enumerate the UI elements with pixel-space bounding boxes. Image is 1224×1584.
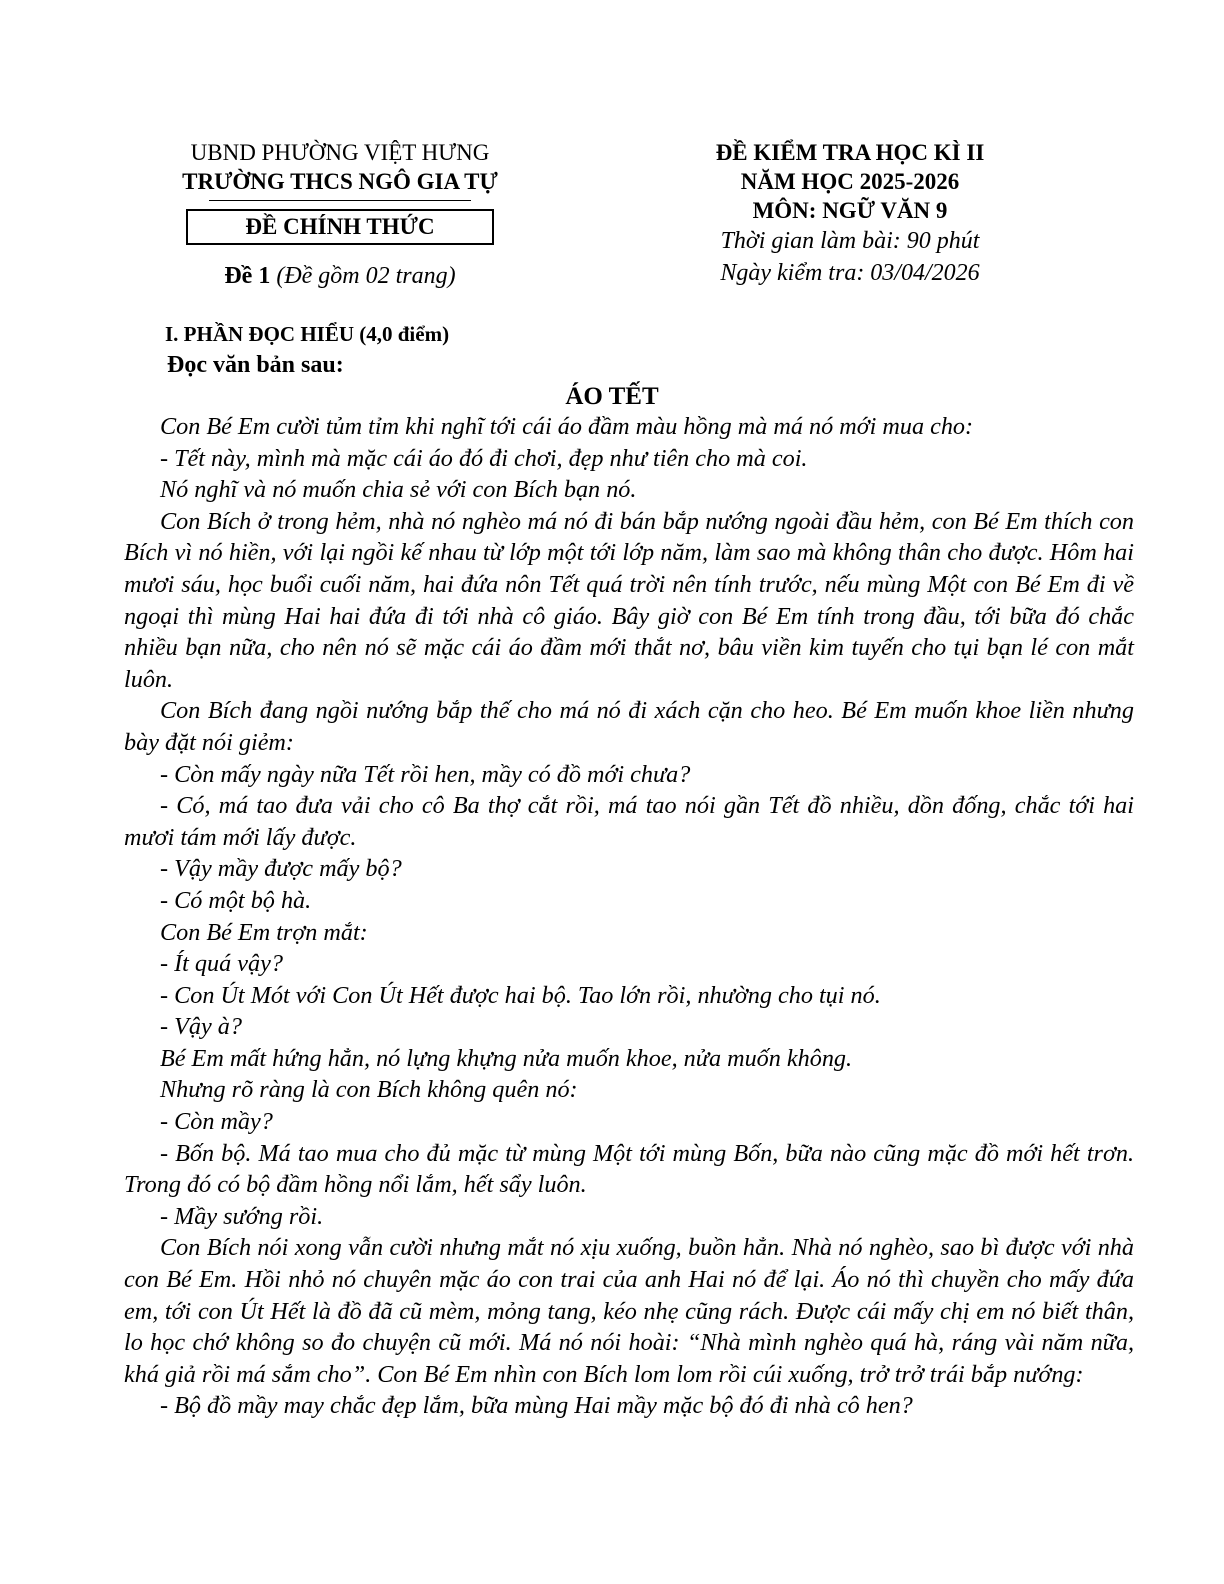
paragraph: - Bốn bộ. Má tao mua cho đủ mặc từ mùng Một tới mùng Bốn, bữa nào cũng mặc đồ mới hết trơn. Trong đó có bộ đầm hồng nổi lắm, hết sẩy luôn. <box>124 1139 1134 1199</box>
paragraph: Con Bé Em cười tủm tỉm khi nghĩ tới cái áo đầm màu hồng mà má nó mới mua cho: <box>160 413 974 440</box>
paragraph: - Còn mấy ngày nữa Tết rồi hen, mầy có đồ mới chưa? <box>160 760 691 788</box>
header-left <box>140 138 540 291</box>
paragraph: Con Bích đang ngồi nướng bắp thế cho má nó đi xách cặn cho heo. Bé Em muốn khoe liền nhưng bày đặt nói giẻm: <box>124 697 1134 756</box>
paragraph: Con Bích ở trong hẻm, nhà nó nghèo má nó đi bán bắp nướng ngoài đầu hẻm, con Bé Em thích con Bích vì nó hiền, với lại ngồi kế nhau từ lớp một tới lớp năm, làm sao mà không thân cho được. Hôm hai mươi sáu, học buổi cuối năm, hai đứa nôn Tết quá trời nên tính trước, nếu mùng Một con Bé Em đi về ngoại thì mùng Hai hai đứa đi tới nhà cô giáo. Bây giờ con Bé Em tính trong đầu, tới bữa đó chắc nhiều bạn nữa, cho nên nó sẽ mặc cái áo đầm mới thắt nơ, bâu viền kim tuyến cho tụi bạn lé con mắt luôn. <box>124 507 1134 693</box>
duration: Thời gian làm bài: 90 phút <box>720 228 980 254</box>
story-text <box>124 411 1134 1422</box>
paragraph: Bé Em mất hứng hẳn, nó lựng khựng nửa muốn khoe, nửa muốn không. <box>160 1044 853 1072</box>
story-title: ÁO TẾT <box>565 383 659 410</box>
exam-date: Ngày kiểm tra: 03/04/2026 <box>720 260 980 286</box>
school-name: TRƯỜNG THCS NGÔ GIA TỰ <box>182 169 498 194</box>
subject: MÔN: NGỮ VĂN 9 <box>752 198 948 223</box>
paragraph: Nhưng rõ ràng là con Bích không quên nó: <box>160 1076 578 1104</box>
paragraph: - Bộ đồ mầy may chắc đẹp lắm, bữa mùng Hai mầy mặc bộ đó đi nhà cô hen? <box>160 1392 913 1420</box>
paragraph: - Con Út Mót với Con Út Hết được hai bộ. Tao lớn rồi, nhường cho tụi nó. <box>160 981 881 1009</box>
header-rule <box>209 200 471 201</box>
reading-instruction: Đọc văn bản sau: <box>167 352 344 378</box>
paragraph: Nó nghĩ và nó muốn chia sẻ với con Bích bạn nó. <box>160 476 637 504</box>
paragraph: Con Bích nói xong vẫn cười nhưng mắt nó xịu xuống, buồn hẳn. Nhà nó nghèo, sao bì được với nhà con Bé Em. Hồi nhỏ nó chuyên mặc áo con trai của anh Hai nó để lại. Áo nó thì chuyền cho mấy đứa em, tới con Út Hết là đồ đã cũ mèm, mỏng tang, kéo nhẹ cũng rách. Được cái mấy chị em nó biết thân, lo học chớ không so đo chuyện cũ mới. Má nó nói hoài: “Nhà mình nghèo quá hà, ráng vài năm nữa, khá giả rồi má sắm cho”. Con Bé Em nhìn con Bích lom lom rồi cúi xuống, trở trở trái bắp nướng: <box>124 1234 1134 1388</box>
paragraph: - Vậy à? <box>160 1013 242 1041</box>
paragraph: - Có một bộ hà. <box>160 886 312 914</box>
paragraph: - Tết này, mình mà mặc cái áo đó đi chơi, đẹp như tiên cho mà coi. <box>160 444 808 472</box>
exam-title: ĐỀ KIỂM TRA HỌC KÌ II <box>715 140 985 165</box>
paragraph: - Ít quá vậy? <box>160 950 283 978</box>
header-right <box>650 138 1050 289</box>
paragraph: - Vậy mầy được mấy bộ? <box>160 855 402 883</box>
paragraph: - Mầy sướng rồi. <box>160 1202 324 1230</box>
exam-code: Đề 1 <box>224 263 271 289</box>
authority-name: UBND PHƯỜNG VIỆT HƯNG <box>190 140 490 165</box>
paragraph: - Có, má tao đưa vải cho cô Ba thợ cắt rồi, má tao nói gần Tết đồ nhiều, dồn đống, chắc tới hai mươi tám mới lấy được. <box>124 792 1134 851</box>
page-note: (Đề gồm 02 trang) <box>276 263 456 289</box>
official-badge: ĐỀ CHÍNH THỨC <box>186 209 494 245</box>
paragraph: - Còn mầy? <box>160 1108 273 1136</box>
exam-code-line <box>140 261 540 291</box>
paragraph: Con Bé Em trợn mắt: <box>160 918 368 946</box>
section-heading: I. PHẦN ĐỌC HIỂU (4,0 điểm) <box>165 322 450 346</box>
school-year: NĂM HỌC 2025-2026 <box>740 169 960 194</box>
